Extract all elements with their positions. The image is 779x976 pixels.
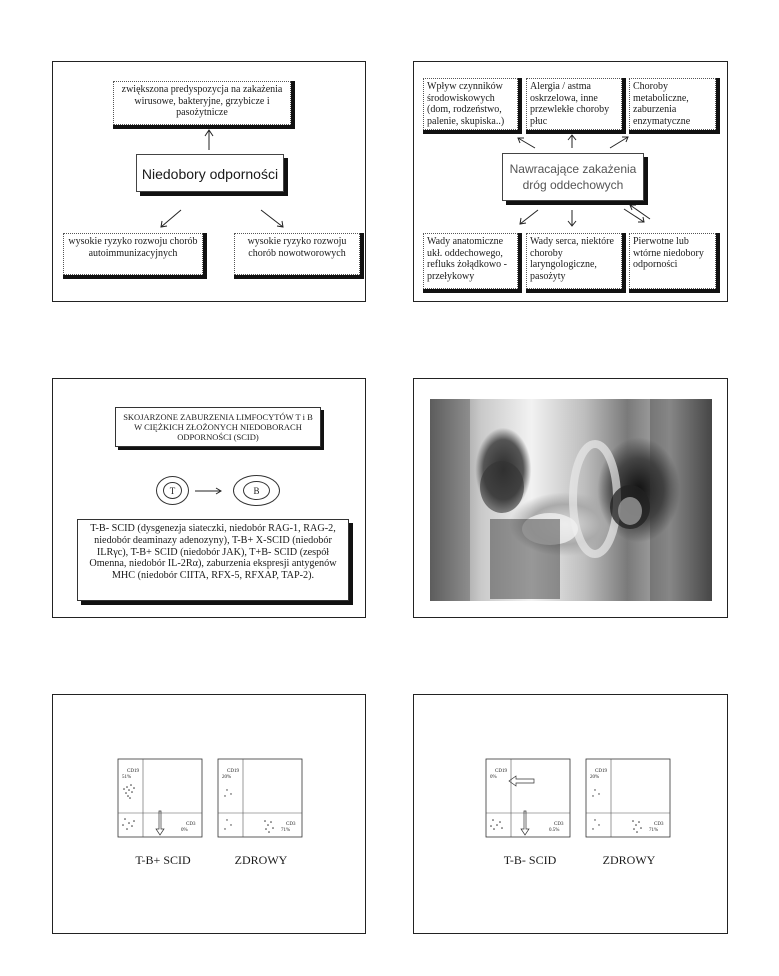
child-isolation-photo bbox=[430, 399, 712, 601]
b-cell-label: B bbox=[253, 485, 260, 496]
slide-flow-t-b-minus-scid bbox=[413, 694, 728, 934]
environmental-factors-text: Wpływ czynników środowiskowych (dom, rodzeństwo, palenie, skupiska..) bbox=[427, 81, 505, 127]
metabolic-diseases-box bbox=[629, 78, 716, 130]
autoimmune-risk-text: wysokie ryzyko rozwoju chorób autoimmunizacyjnych bbox=[68, 236, 198, 259]
cancer-risk-box bbox=[234, 233, 360, 275]
left-plot-cd3: CD3 0.5% bbox=[549, 822, 564, 833]
immunodeficiency-title: Niedobory odporności bbox=[141, 166, 279, 182]
primary-secondary-deficiency-text: Pierwotne lub wtórne niedobory odporności bbox=[633, 236, 704, 270]
allergy-asthma-box bbox=[526, 78, 622, 130]
metabolic-diseases-text: Choroby metaboliczne, zaburzenia enzymatyczne bbox=[633, 81, 691, 127]
recurrent-infections-title: Nawracające zakażenia dróg oddechowych bbox=[509, 162, 637, 192]
t-b-plus-scid-label: T-B+ SCID bbox=[135, 853, 191, 867]
immunodeficiency-center-box bbox=[136, 154, 284, 192]
susceptibility-box bbox=[113, 81, 291, 125]
left-plot-cd19: CD19 0% bbox=[490, 769, 507, 780]
cancer-risk-text: wysokie ryzyko rozwoju chorób nowotworowych bbox=[247, 236, 347, 259]
susceptibility-text: zwiększona predyspozycja na zakażenia wirusowe, bakteryjne, grzybicze i pasożytnicze bbox=[121, 84, 283, 118]
flow-plots bbox=[53, 695, 367, 935]
recurrent-infections-center-box bbox=[502, 153, 644, 201]
scid-types-text: T-B- SCID (dysgenezja siateczki, niedobór RAG-1, RAG-2, niedobór deaminazy adenozyny), T-B+ X-SCID (niedobór ILRγc), T-B+ SCID (niedobór JAK), T+B- SCID (zespół Omenna, niedobór IL-2Rα), zaburzenia ekspresji antygenów MHC (niedobór CIITA, RFX-5, RFXAP, TAP-2). bbox=[89, 523, 337, 582]
right-plot-cd19: CD19 20% bbox=[590, 769, 607, 780]
scid-title: SKOJARZONE ZABURZENIA LIMFOCYTÓW T i B W CIĘŻKICH ZŁOŻONYCH NIEDOBORACH ODPORNOŚCI (SCID) bbox=[123, 412, 313, 442]
right-plot-cd3: CD3 71% bbox=[649, 822, 664, 833]
b-cell-inner bbox=[243, 481, 270, 500]
photo-shapes bbox=[430, 399, 712, 601]
heart-defects-box bbox=[526, 233, 622, 289]
autoimmune-risk-box bbox=[63, 233, 203, 275]
anatomical-defects-box bbox=[423, 233, 518, 289]
environmental-factors-box bbox=[423, 78, 518, 130]
right-plot-cd19: CD19 20% bbox=[222, 769, 239, 780]
scid-types-box bbox=[77, 519, 349, 601]
t-cell-label: T bbox=[169, 485, 176, 496]
right-plot-cd3: CD3 71% bbox=[281, 822, 296, 833]
slide-photo bbox=[413, 378, 728, 618]
heart-defects-text: Wady serca, niektóre choroby laryngologiczne, pasożyty bbox=[530, 236, 614, 282]
slide-scid-lymphocyte-disorders bbox=[52, 378, 366, 618]
left-plot-cd3: CD3 0% bbox=[181, 822, 196, 833]
primary-secondary-deficiency-box bbox=[629, 233, 716, 289]
slide-immunodeficiency-consequences bbox=[52, 61, 366, 302]
slide-recurrent-respiratory-infections bbox=[413, 61, 728, 302]
anatomical-defects-text: Wady anatomiczne ukł. oddechowego, refluks żołądkowo - przełykowy bbox=[427, 236, 507, 282]
slide-flow-t-b-plus-scid bbox=[52, 694, 366, 934]
healthy-label-right-slide: ZDROWY bbox=[602, 853, 656, 867]
allergy-asthma-text: Alergia / astma oskrzelowa, inne przewlekłe choroby płuc bbox=[530, 81, 610, 127]
left-plot-cd19: CD19 51% bbox=[122, 769, 139, 780]
healthy-label-left-slide: ZDROWY bbox=[234, 853, 288, 867]
flow-plots bbox=[414, 695, 729, 935]
t-b-minus-scid-label: T-B- SCID bbox=[503, 853, 557, 867]
